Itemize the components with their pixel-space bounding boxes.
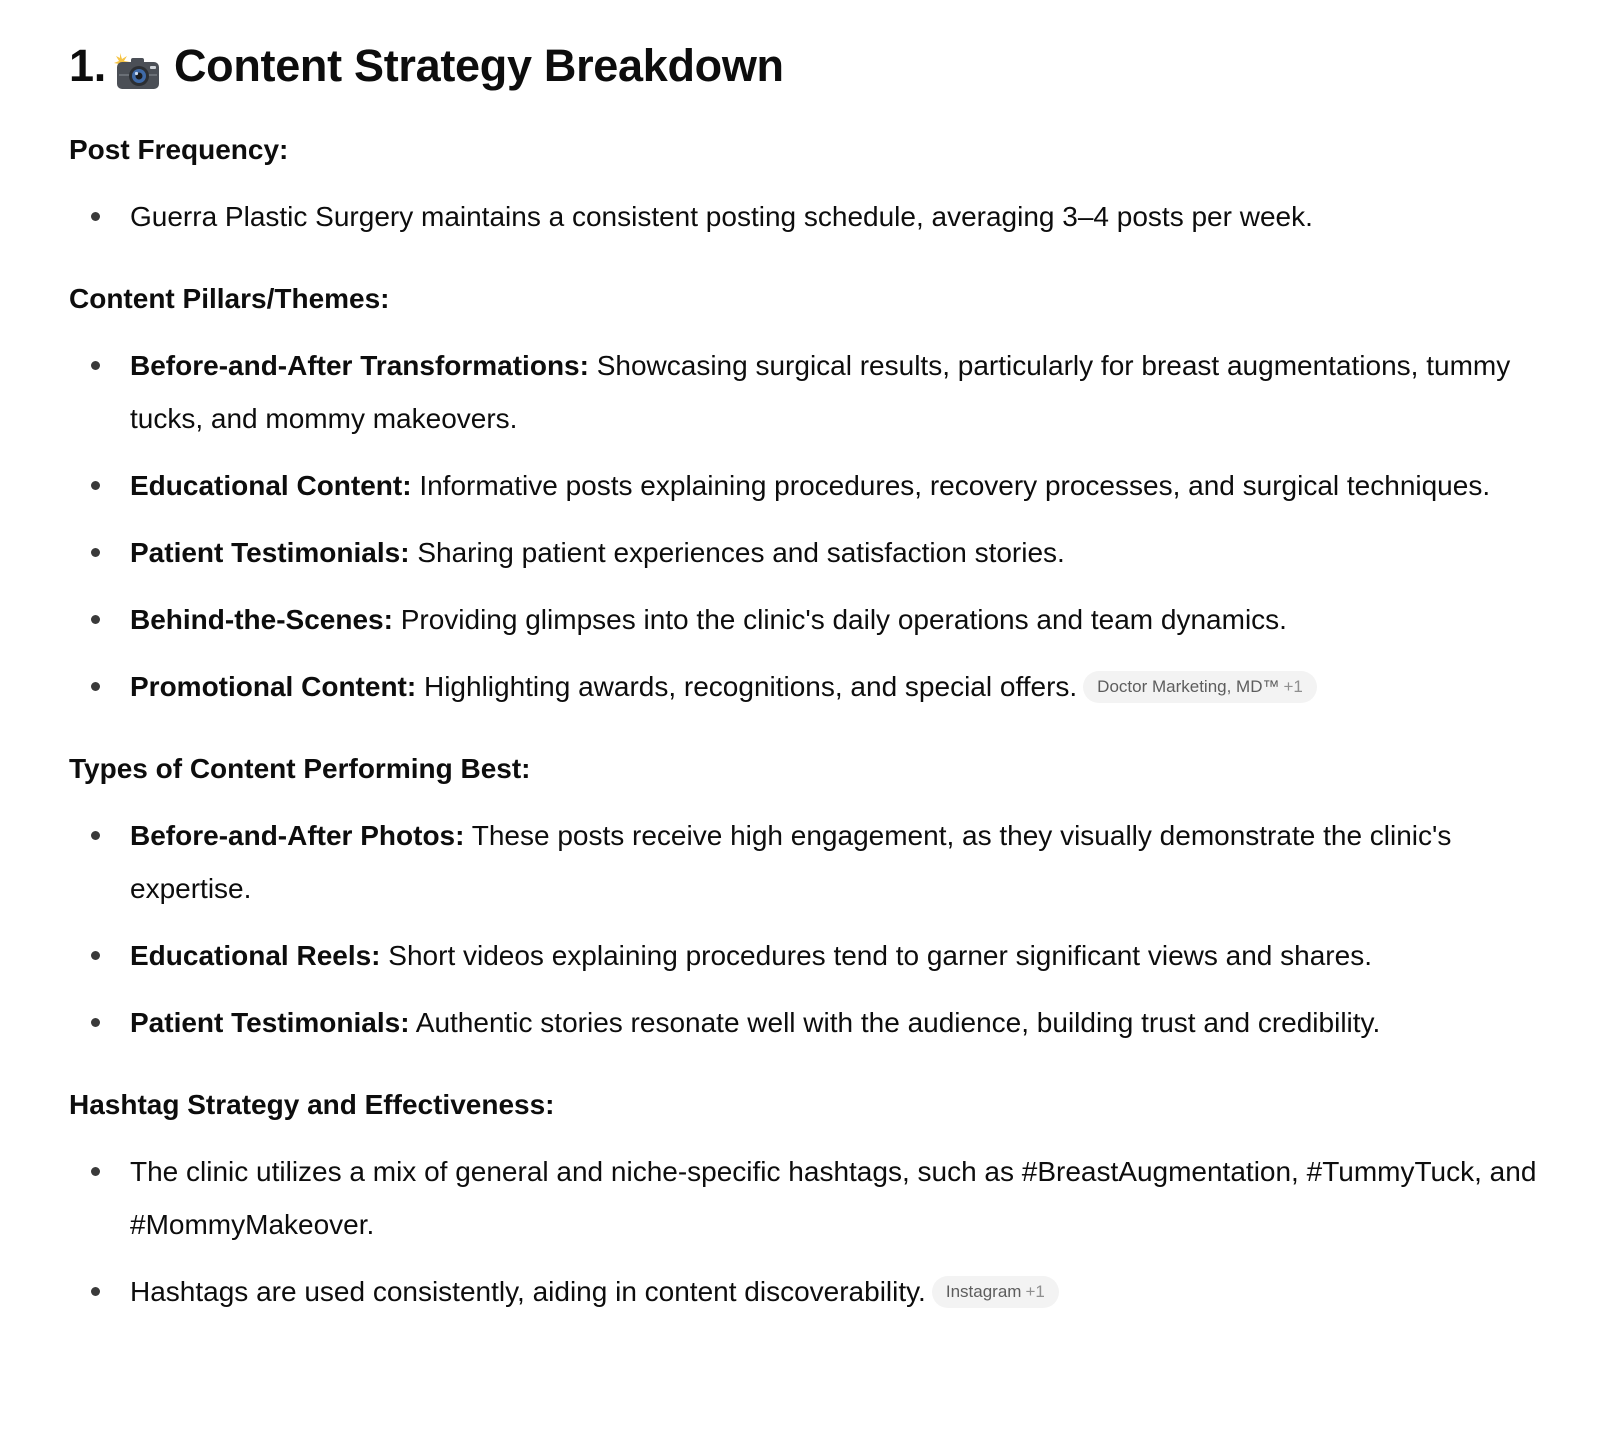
bullet-icon [91,1018,100,1027]
best-content-list [69,809,1540,1049]
bullet-icon [91,1167,100,1176]
bullet-icon [91,481,100,490]
list-item: Before-and-After Photos: These posts receive high engagement, as they visually demonstrate the clinic's expertise. [130,809,1540,915]
list-item: The clinic utilizes a mix of general and niche-specific hashtags, such as #BreastAugmentation, #TummyTuck, and #MommyMakeover. [130,1145,1540,1251]
section-heading-hashtag-strategy: Hashtag Strategy and Effectiveness: [69,1089,555,1120]
list-item: Educational Reels: Short videos explaining procedures tend to garner significant views and shares. [130,929,1540,982]
section-heading-best-content: Types of Content Performing Best: [69,753,531,784]
section-heading-content-pillars: Content Pillars/Themes: [69,283,390,314]
bullet-icon [91,212,100,221]
hashtag-strategy-list [69,1145,1540,1318]
bullet-icon [91,831,100,840]
list-item: Patient Testimonials: Sharing patient experiences and satisfaction stories. [130,526,1540,579]
list-item: Hashtags are used consistently, aiding in content discoverability. Instagram +1 [130,1265,1540,1318]
camera-flash-icon [114,46,162,86]
page-title [69,36,1540,96]
section-number: 1. [69,40,106,91]
bullet-icon [91,361,100,370]
list-item: Educational Content: Informative posts explaining procedures, recovery processes, and surgical techniques. [130,459,1540,512]
bullet-icon [91,682,100,691]
section-heading-post-frequency: Post Frequency: [69,134,289,165]
list-item: Guerra Plastic Surgery maintains a consistent posting schedule, averaging 3–4 posts per week. [130,190,1540,243]
content-pillars-list [69,339,1540,713]
list-item: Promotional Content: Highlighting awards, recognitions, and special offers. Doctor Marketing, MD™ +1 [130,660,1540,713]
bullet-icon [91,1287,100,1296]
page-title-text: Content Strategy Breakdown [173,40,784,91]
citation-pill-doctor-marketing[interactable]: Doctor Marketing, MD™ +1 [1083,671,1317,703]
list-item: Patient Testimonials: Authentic stories resonate well with the audience, building trust and credibility. [130,996,1540,1049]
list-item: Behind-the-Scenes: Providing glimpses into the clinic's daily operations and team dynamics. [130,593,1540,646]
bullet-icon [91,548,100,557]
bullet-icon [91,615,100,624]
bullet-icon [91,951,100,960]
post-frequency-list [69,190,1540,243]
list-item: Before-and-After Transformations: Showcasing surgical results, particularly for breast augmentations, tummy tucks, and mommy makeovers. [130,339,1540,445]
citation-pill-instagram[interactable]: Instagram +1 [932,1276,1059,1308]
